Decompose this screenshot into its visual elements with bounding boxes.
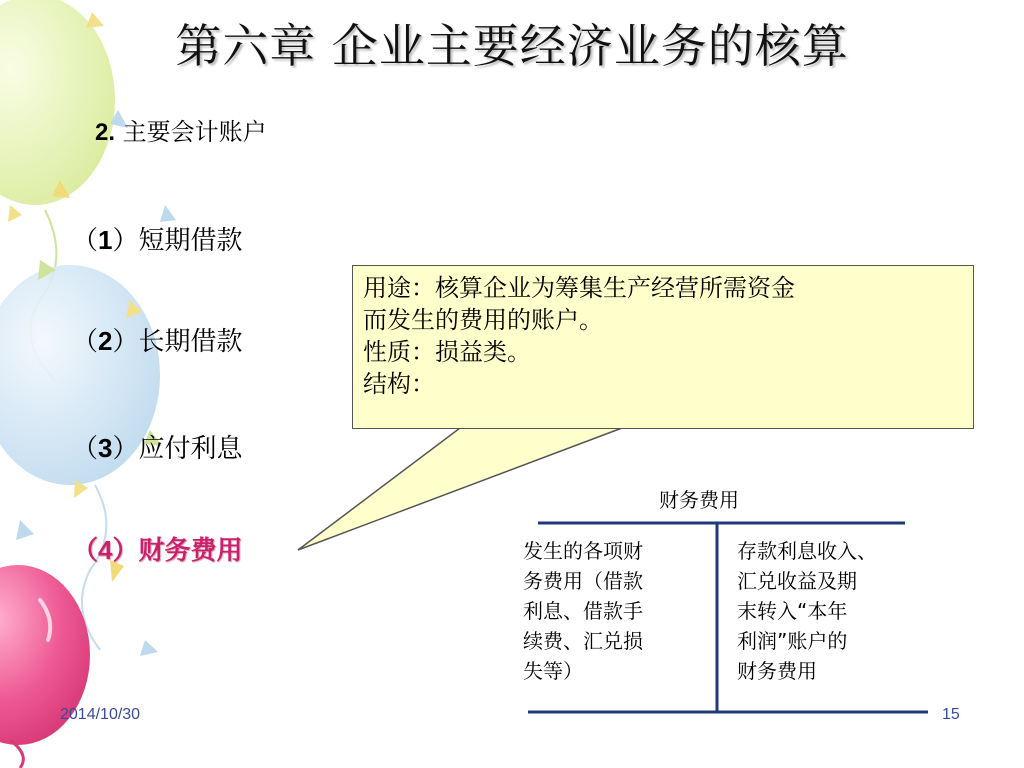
credit-line: 财务费用 <box>737 659 817 683</box>
paren-open: （ <box>72 434 99 464</box>
paren-close: ） <box>112 434 139 464</box>
section-text: 主要会计账户 <box>115 118 267 146</box>
debit-line: 发生的各项财 <box>523 539 643 563</box>
callout-line-3: 性质：损益类。 <box>363 338 531 366</box>
credit-line: 汇兑收益及期 <box>737 569 857 593</box>
debit-line: 失等） <box>523 659 583 683</box>
item-text: 财务费用 <box>138 536 243 566</box>
callout-line-2: 而发生的费用的账户。 <box>363 306 603 334</box>
item-text: 长期借款 <box>138 327 243 357</box>
credit-line: 末转入“本年 <box>737 599 848 623</box>
slide-title: 第六章 企业主要经济业务的核算 <box>175 19 849 73</box>
item-number: 1 <box>98 225 113 255</box>
page-number: 15 <box>942 706 960 723</box>
paren-open: （ <box>72 226 99 256</box>
paren-open: （ <box>72 536 99 566</box>
paren-open: （ <box>72 327 99 357</box>
item-number: 4 <box>98 535 113 565</box>
footer-date: 2014/10/30 <box>60 706 141 723</box>
paren-close: ） <box>112 327 139 357</box>
debit-line: 务费用（借款 <box>523 569 643 593</box>
item-number: 2 <box>98 326 113 356</box>
item-text: 短期借款 <box>138 226 243 256</box>
debit-line: 续费、汇兑损 <box>523 629 643 653</box>
item-text: 应付利息 <box>138 434 243 464</box>
t-account-credit <box>737 536 877 686</box>
section-number: 2. <box>95 119 116 146</box>
debit-line: 利息、借款手 <box>523 599 643 623</box>
paren-close: ） <box>112 226 139 256</box>
t-account-debit <box>523 536 643 686</box>
paren-close: ） <box>112 536 139 566</box>
credit-line: 存款利息收入、 <box>737 539 877 563</box>
t-account-title: 财务费用 <box>659 488 739 512</box>
callout-line-1: 用途：核算企业为筹集生产经营所需资金 <box>363 274 795 302</box>
callout-line-4: 结构： <box>363 370 435 398</box>
item-number: 3 <box>98 433 113 463</box>
credit-line: 利润”账户的 <box>737 629 848 653</box>
